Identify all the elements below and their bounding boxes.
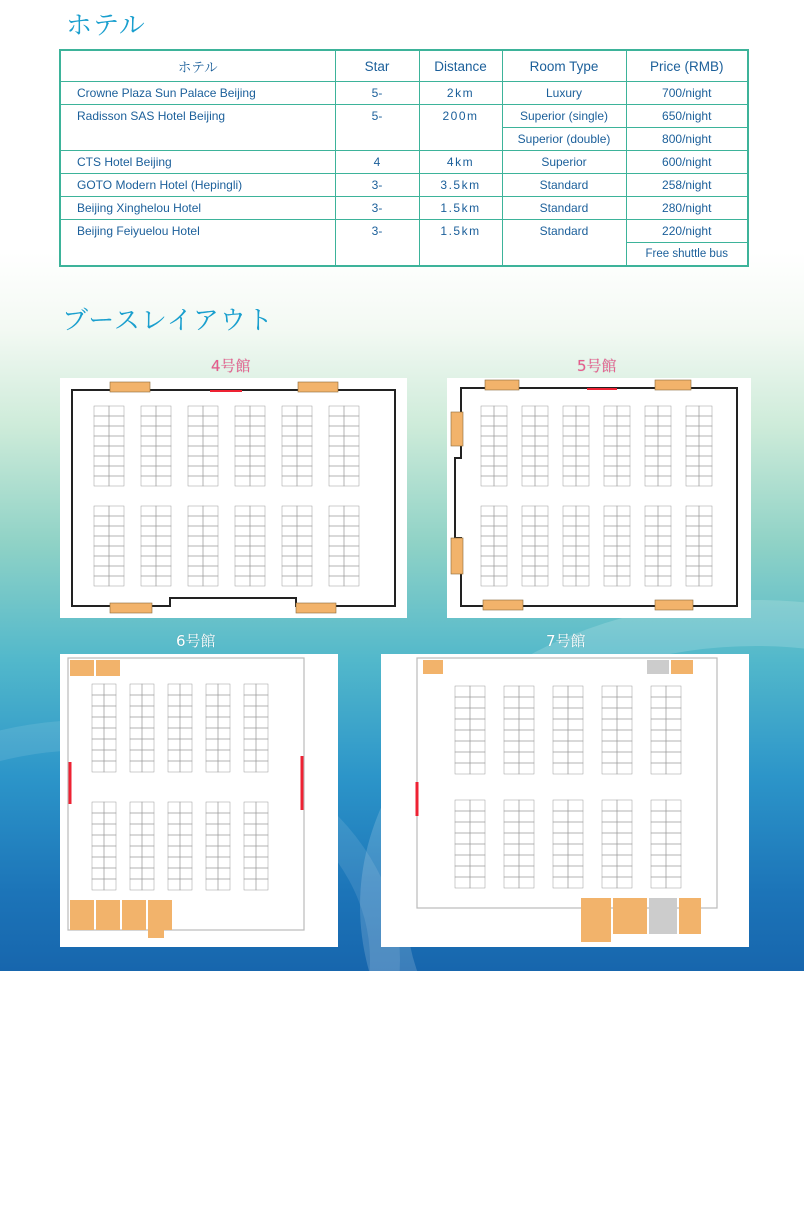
hotel-distance: 4km <box>419 151 502 174</box>
hall-4-label: 4号館 <box>211 357 251 375</box>
hotel-name: Radisson SAS Hotel Beijing <box>60 105 335 151</box>
booth-grid <box>94 406 359 586</box>
room-price: 220/night <box>626 220 748 243</box>
hotel-star: 5- <box>335 82 419 105</box>
hall-7-label: 7号館 <box>546 632 586 650</box>
hotel-distance: 1.5km <box>419 220 502 267</box>
room-type: Superior (double) <box>502 128 626 151</box>
hall-6-floor-plan-drawing <box>60 654 338 947</box>
room-price: 600/night <box>626 151 748 174</box>
header-room-type: Room Type <box>502 50 626 82</box>
room-type: Superior <box>502 151 626 174</box>
header-star: Star <box>335 50 419 82</box>
hotel-table <box>59 49 749 267</box>
table-row <box>60 220 748 243</box>
table-header-row <box>60 50 748 82</box>
room-type: Standard <box>502 220 626 267</box>
table-row <box>60 197 748 220</box>
shuttle-note: Free shuttle bus <box>626 243 748 267</box>
hotel-name: Crowne Plaza Sun Palace Beijing <box>60 82 335 105</box>
room-price: 700/night <box>626 82 748 105</box>
hotel-distance: 200m <box>419 105 502 151</box>
hotel-distance: 1.5km <box>419 197 502 220</box>
hall-6-floor-plan <box>60 654 338 947</box>
table-row <box>60 82 748 105</box>
hall-7-floor-plan-drawing <box>381 654 749 947</box>
room-price: 650/night <box>626 105 748 128</box>
room-type: Superior (single) <box>502 105 626 128</box>
hotel-star: 3- <box>335 174 419 197</box>
hall-4-floor-plan <box>60 378 407 618</box>
room-type: Luxury <box>502 82 626 105</box>
hotel-star: 5- <box>335 105 419 151</box>
hotel-star: 4 <box>335 151 419 174</box>
room-price: 800/night <box>626 128 748 151</box>
header-hotel: ホテル <box>60 50 335 82</box>
room-type: Standard <box>502 174 626 197</box>
room-price: 280/night <box>626 197 748 220</box>
booth-grid <box>455 686 681 888</box>
hotel-name: Beijing Xinghelou Hotel <box>60 197 335 220</box>
hotel-distance: 2km <box>419 82 502 105</box>
table-row <box>60 105 748 128</box>
booth-section-title: ブースレイアウト <box>62 306 274 336</box>
header-distance: Distance <box>419 50 502 82</box>
hotel-section-title: ホテル <box>66 11 146 41</box>
hotel-name: Beijing Feiyuelou Hotel <box>60 220 335 267</box>
header-price: Price (RMB) <box>626 50 748 82</box>
hall-4-floor-plan-drawing <box>60 378 407 618</box>
hotel-distance: 3.5km <box>419 174 502 197</box>
hall-7-floor-plan <box>381 654 749 947</box>
table-row <box>60 174 748 197</box>
room-price: 258/night <box>626 174 748 197</box>
hall-6-label: 6号館 <box>176 632 216 650</box>
hotel-name: CTS Hotel Beijing <box>60 151 335 174</box>
hall-5-floor-plan-drawing <box>447 378 751 618</box>
hall-5-label: 5号館 <box>577 357 617 375</box>
table-row <box>60 151 748 174</box>
room-type: Standard <box>502 197 626 220</box>
hall-5-floor-plan <box>447 378 751 618</box>
booth-grid <box>481 406 712 586</box>
hotel-star: 3- <box>335 220 419 267</box>
hotel-star: 3- <box>335 197 419 220</box>
booth-grid <box>92 684 268 890</box>
hotel-name: GOTO Modern Hotel (Hepingli) <box>60 174 335 197</box>
